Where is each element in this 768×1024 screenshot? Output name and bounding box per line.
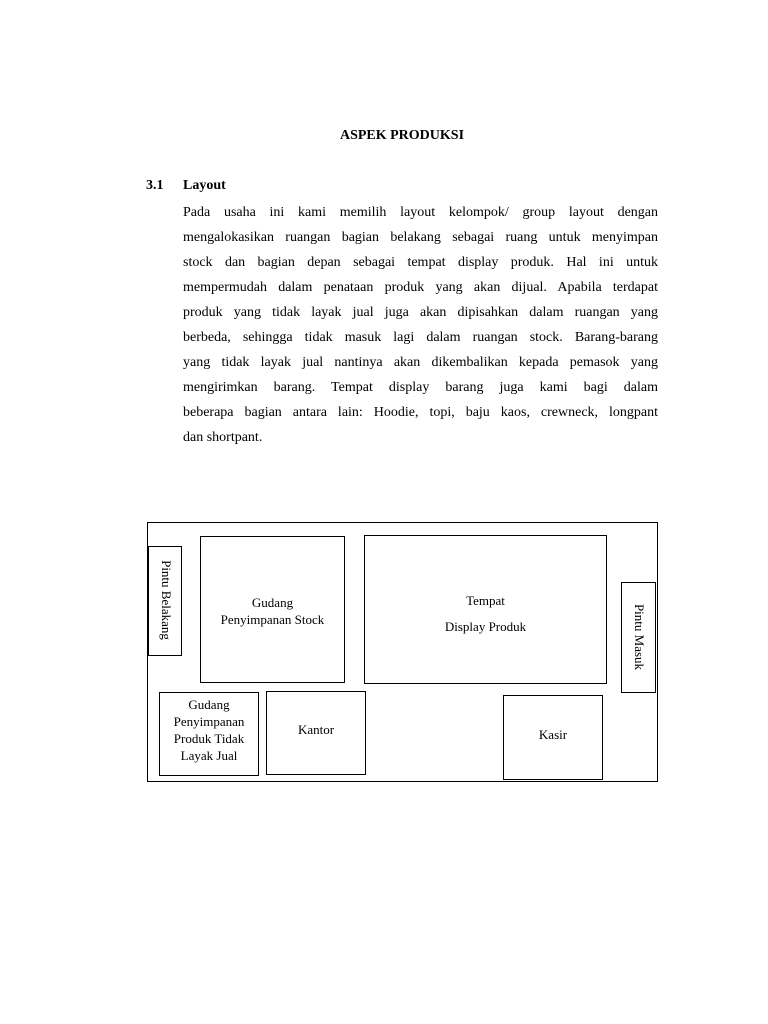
paragraph-line: berbeda, sehingga tidak masuk lagi dalam ruangan stock. Barang-barang [183,330,658,345]
kantor-room [266,691,366,775]
kantor-label: Kantor [297,722,335,737]
paragraph-line: beberapa bagian antara lain: Hoodie, topi, baju kaos, crewneck, longpant [183,405,658,420]
display-produk-area [364,535,607,684]
gudang-tidak-layak-room [159,692,259,776]
page-title: ASPEK PRODUKSI [339,128,465,143]
gudang-tidak-layak-label-2: Penyimpanan [173,714,245,729]
gudang-stock-label-2: Penyimpanan Stock [220,612,325,627]
pintu-masuk-box [621,582,656,693]
display-label-1: Tempat [466,593,505,608]
gudang-tidak-layak-label-4: Layak Jual [180,748,238,763]
kasir-label: Kasir [538,727,568,742]
paragraph-line: mempermudah dalam penataan produk yang akan dijual. Apabila terdapat [183,280,658,295]
pintu-belakang-label: Pintu Belakang [159,560,174,640]
section-number: 3.1 [146,178,164,193]
pintu-masuk-label: Pintu Masuk [632,603,647,671]
store-layout-diagram [147,522,658,782]
paragraph-line: produk yang tidak layak jual juga akan dipisahkan dalam ruangan yang [183,305,658,320]
gudang-tidak-layak-label-1: Gudang [188,697,230,712]
paragraph-line: stock dan bagian depan sebagai tempat display produk. Hal ini untuk [183,255,658,270]
section-paragraph [183,200,658,450]
paragraph-line: dan shortpant. [183,430,263,445]
pintu-belakang-box [148,546,182,656]
paragraph-line: yang tidak layak jual nantinya akan dikembalikan kepada pemasok yang [183,355,658,370]
gudang-stock-room [200,536,345,683]
kasir-room [503,695,603,780]
display-label-2: Display Produk [444,619,527,634]
paragraph-line: mengirimkan barang. Tempat display barang juga kami bagi dalam [183,380,658,395]
gudang-tidak-layak-label-3: Produk Tidak [173,731,245,746]
paragraph-line: mengalokasikan ruangan bagian belakang sebagai ruang untuk menyimpan [183,230,658,245]
section-title: Layout [183,178,226,193]
gudang-stock-label-1: Gudang [251,595,294,610]
paragraph-line: Pada usaha ini kami memilih layout kelompok/ group layout dengan [183,205,658,220]
